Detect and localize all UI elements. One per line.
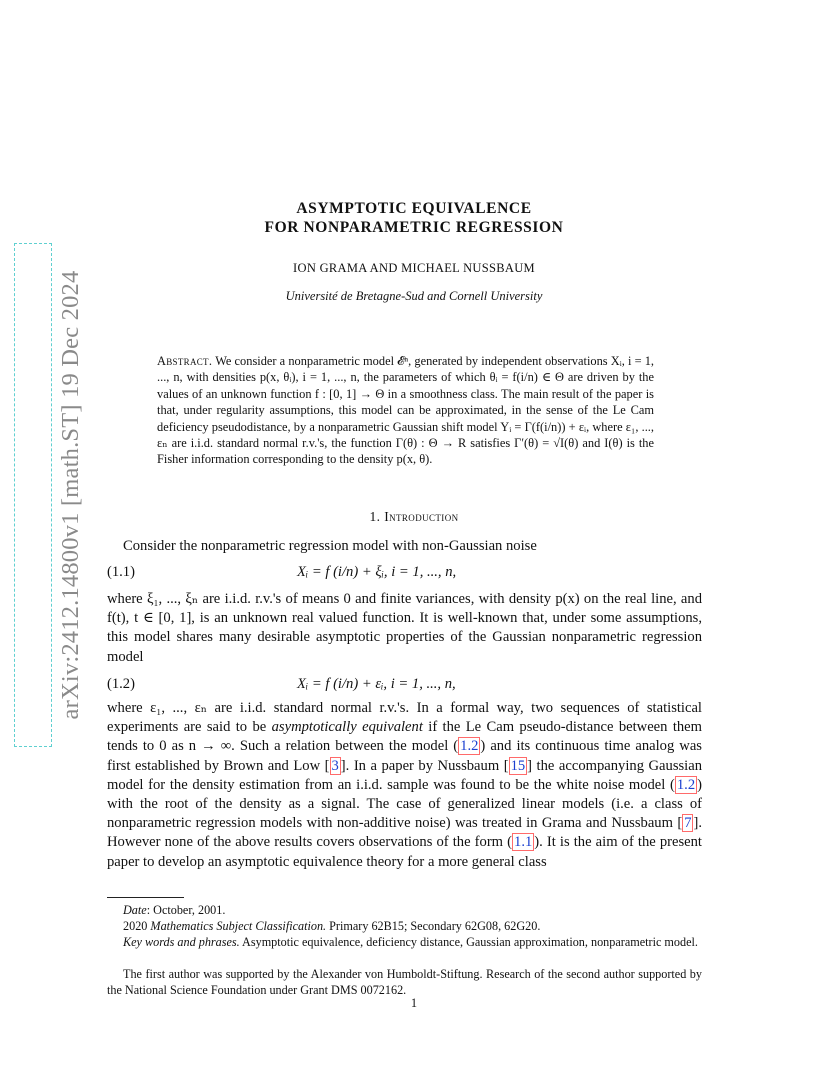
footnote-value: Primary 62B15; Secondary 62G08, 62G20. xyxy=(326,919,541,933)
footnote-label: Mathematics Subject Classification. xyxy=(150,919,327,933)
equation-link[interactable]: 1.2 xyxy=(460,738,479,755)
authors: ION GRAMA AND MICHAEL NUSSBAUM xyxy=(293,261,535,275)
citation-link[interactable]: 15 xyxy=(510,757,526,774)
emphasis-text: asymptotically equivalent xyxy=(271,719,423,736)
equation-number: (1.2) xyxy=(107,676,135,692)
equation-link[interactable]: 1.2 xyxy=(676,776,696,793)
affiliation: Université de Bretagne-Sud and Cornell University xyxy=(285,289,543,303)
text-span: ) with the root of the density as a signal. The case of generalized linear models (i.e. a class of nonparametric regression models with non-additive noise) was treated in Grama and Nussbaum [ xyxy=(107,776,702,832)
section-number: 1. xyxy=(369,509,381,524)
text-span: ) and its continuous time analog was first established by Brown and Low [ xyxy=(107,738,702,774)
text-span: ]. However none of the above results covers observations of the form ( xyxy=(107,815,702,851)
citation-link[interactable]: 3 xyxy=(331,757,339,774)
footnote-support: The first author was supported by the Alexander von Humboldt-Stiftung. Research of the second author supported by the National Science Foundation under Grant DMS 0072162. xyxy=(107,967,702,997)
paragraph-literature xyxy=(107,699,702,872)
title-line-1: ASYMPTOTIC EQUIVALENCE xyxy=(296,200,532,217)
abstract-label: Abstract. xyxy=(157,354,213,368)
arxiv-stamp-box xyxy=(14,243,52,747)
footnote-label: Date xyxy=(123,903,147,917)
footnote-prefix: 2020 xyxy=(123,919,151,933)
footnote-value: : October, 2001. xyxy=(146,903,226,917)
footnote-value: Asymptotic equivalence, deficiency distance, Gaussian approximation, nonparametric model. xyxy=(239,935,698,949)
equation-1-1 xyxy=(107,564,702,584)
text-span: ] the accompanying Gaussian model for the density estimation from an i.i.d. sample was found to be the white noise model ( xyxy=(107,757,703,793)
abstract xyxy=(157,353,654,468)
footnote-msc xyxy=(107,918,702,934)
footnote-rule xyxy=(107,897,184,898)
text-span: ). It is the aim of the present paper to develop an asymptotic equivalence theory for a more general class xyxy=(107,834,702,870)
section-title: Introduction xyxy=(384,509,459,524)
page-number: 1 xyxy=(410,996,418,1010)
equation-link[interactable]: 1.1 xyxy=(514,834,533,851)
arxiv-stamp-text: arXiv:2412.14800v1 [math.ST] 19 Dec 2024 xyxy=(57,270,84,720)
footnote-label: Key words and phrases. xyxy=(123,935,240,949)
title-line-2: FOR NONPARAMETRIC REGRESSION xyxy=(264,219,564,236)
equation-body: Xᵢ = f (i/n) + εᵢ, i = 1, ..., n, xyxy=(297,676,456,692)
footnote-date xyxy=(107,902,702,918)
equation-number: (1.1) xyxy=(107,564,135,580)
paragraph-model: where ξ₁, ..., ξₙ are i.i.d. r.v.'s of means 0 and finite variances, with density p(x) on the real line, and f(t), t ∈ [0, 1], is an unknown real valued function. It is well-known that, under some assumptions, this model shares many desirable asymptotic properties of the Gaussian nonparametric regression model xyxy=(107,591,702,665)
paper-title xyxy=(0,199,828,237)
paragraph-intro: Consider the nonparametric regression model with non-Gaussian noise xyxy=(123,538,537,554)
text-span: where ε₁, ..., εₙ are i.i.d. standard normal r.v.'s. In a formal way, two sequences of statistical experiments are said to be xyxy=(107,700,702,736)
footnote-keywords xyxy=(107,934,702,950)
text-span: if the Le Cam pseudo-distance between them tends to 0 as n → ∞. Such a relation between the model ( xyxy=(107,719,702,755)
abstract-text: We consider a nonparametric model 𝓔ⁿ, generated by independent observations Xᵢ, i = 1, ..., n, with densities p(x, θᵢ), i = 1, ..., n, the parameters of which θᵢ = f(i/n) ∈ Θ are driven by the values of an unknown function f : [0, 1] → Θ in a smoothness class. The main result of the paper is that, under regularity assumptions, this model can be approximated, in the sense of the Le Cam deficiency pseudodistance, by a nonparametric Gaussian shift model Yᵢ = Γ(f(i/n)) + εᵢ, where ε₁, ..., εₙ are i.i.d. standard normal r.v.'s, the function Γ(θ) : Θ → R satisfies Γ′(θ) = √I(θ) and I(θ) is the Fisher information corresponding to the density p(x, θ). xyxy=(157,354,654,467)
section-heading xyxy=(0,509,828,525)
equation-body: Xᵢ = f (i/n) + ξᵢ, i = 1, ..., n, xyxy=(297,564,457,580)
text-span: ]. In a paper by Nussbaum [ xyxy=(340,757,509,774)
citation-link[interactable]: 7 xyxy=(684,815,692,832)
equation-1-2 xyxy=(107,676,702,696)
